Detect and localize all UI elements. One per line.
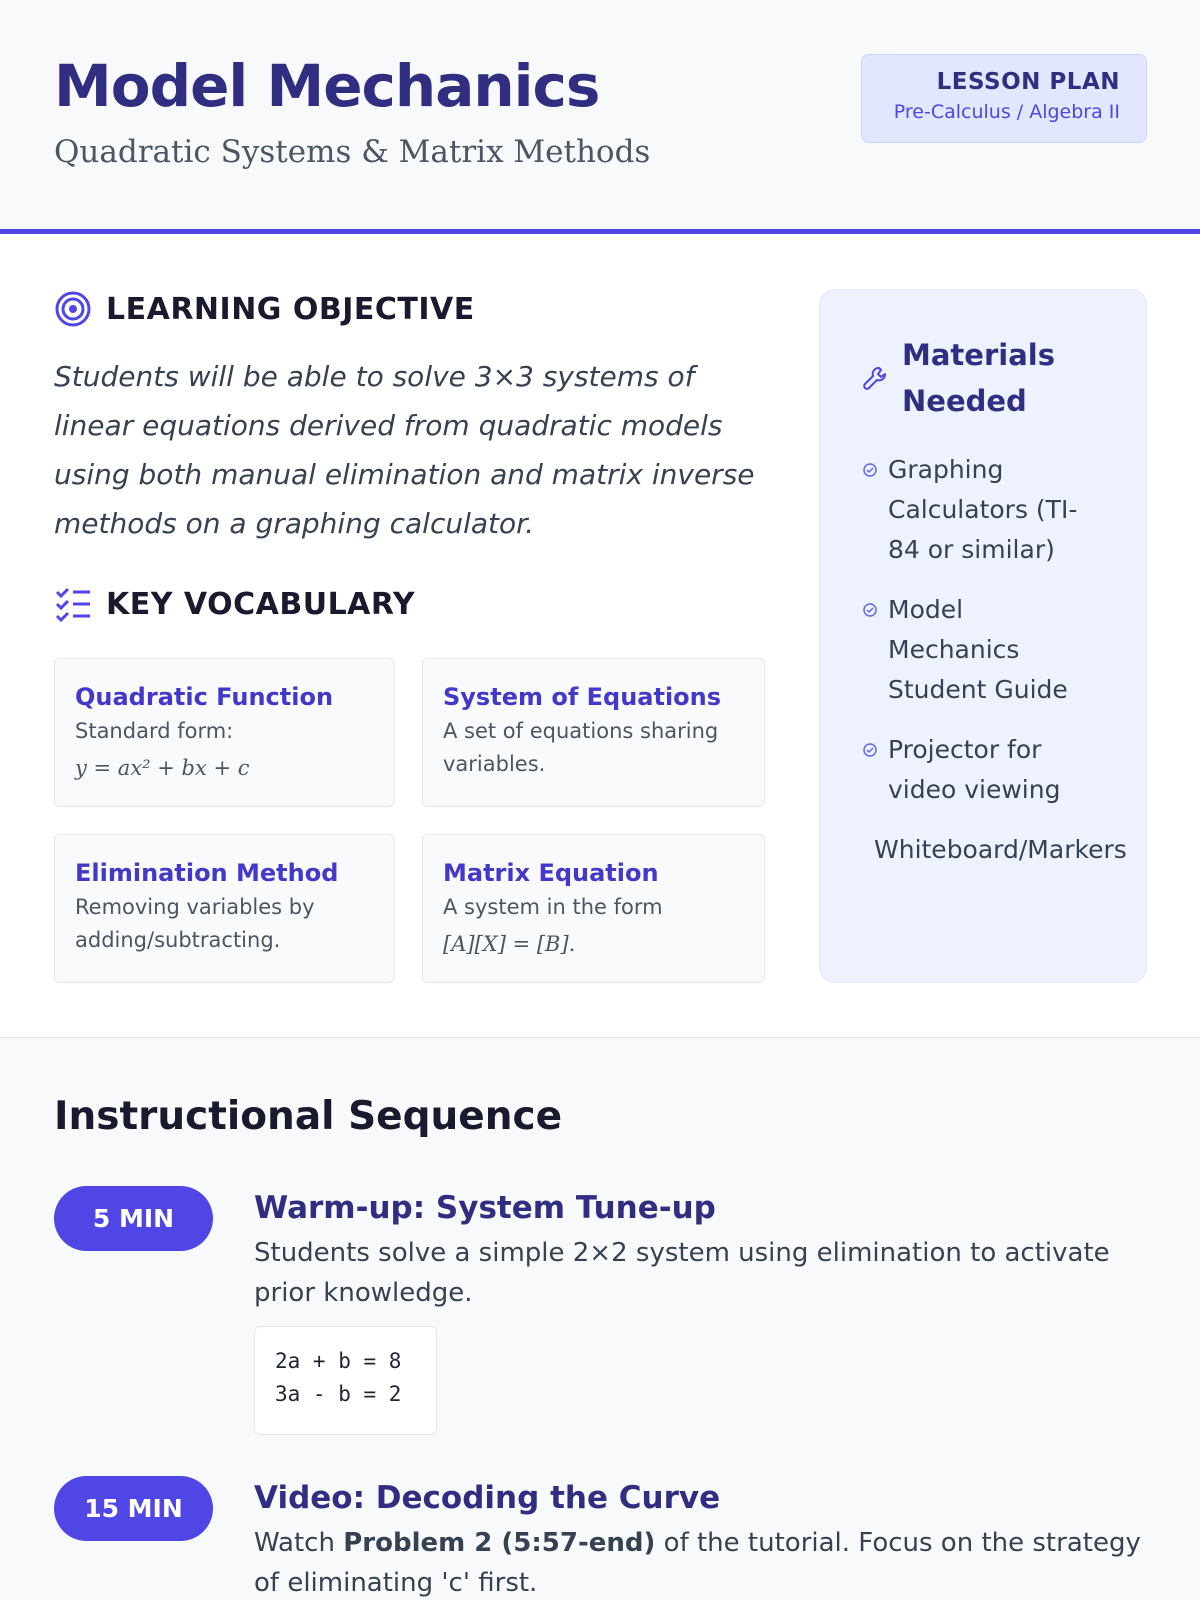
code-line: 3a - b = 2 xyxy=(275,1382,402,1406)
objective-heading-label: LEARNING OBJECTIVE xyxy=(106,291,475,327)
lesson-plan-badge xyxy=(861,54,1147,143)
code-line: 2a + b = 8 xyxy=(275,1349,402,1373)
material-item xyxy=(874,830,1144,870)
step-description: Students solve a simple 2×2 system using elimination to activate prior knowledge. xyxy=(254,1238,1110,1308)
material-item-label: Graphing Calculators (TI-84 or similar) xyxy=(888,455,1078,564)
check-circle-icon xyxy=(862,602,878,618)
badge-course: Pre-Calculus / Algebra II xyxy=(893,101,1120,123)
material-item xyxy=(862,590,1102,710)
badge-label: LESSON PLAN xyxy=(936,69,1120,95)
duration-pill: 15 MIN xyxy=(54,1476,213,1541)
step-description-text: of the tutorial. Focus on the strategy of eliminating 'c' first. xyxy=(254,1528,1141,1598)
vocab-card-quadratic-function xyxy=(54,658,395,807)
page-title: Model Mechanics xyxy=(54,52,600,120)
equation-code-block xyxy=(254,1326,437,1435)
vocab-card-elimination-method xyxy=(54,834,395,983)
vocabulary-heading xyxy=(54,586,415,622)
vocab-term: System of Equations xyxy=(443,683,722,711)
material-item xyxy=(862,730,1102,810)
material-item-label: Model Mechanics Student Guide xyxy=(888,595,1068,704)
vocab-card-system-of-equations xyxy=(422,658,765,807)
objective-text: Students will be able to solve 3×3 systems of linear equations derived from quadratic models using both manual elimination and matrix inverse methods on a graphing calculator. xyxy=(54,360,755,540)
page-subtitle: Quadratic Systems & Matrix Methods xyxy=(54,134,651,170)
vocab-card-matrix-equation xyxy=(422,834,765,983)
vocab-term: Matrix Equation xyxy=(443,859,659,887)
vocab-definition: A system in the form xyxy=(443,895,663,919)
sequence-heading: Instructional Sequence xyxy=(54,1094,563,1139)
vocab-definition: A set of equations sharing variables. xyxy=(443,719,719,776)
step-title: Warm-up: System Tune-up xyxy=(254,1190,716,1226)
material-item-label: Whiteboard/Markers xyxy=(874,835,1127,864)
duration-pill: 5 MIN xyxy=(54,1186,213,1251)
step-description xyxy=(254,1523,1154,1600)
materials-heading-label: Materials Needed xyxy=(902,338,1055,418)
vocab-definition: Standard form: xyxy=(75,719,234,743)
vocabulary-heading-label: KEY VOCABULARY xyxy=(106,586,416,622)
target-icon xyxy=(54,290,92,328)
materials-panel xyxy=(819,289,1147,983)
check-circle-icon xyxy=(862,462,878,478)
materials-heading xyxy=(862,332,1062,424)
check-circle-icon xyxy=(862,742,878,758)
vocab-term: Elimination Method xyxy=(75,859,339,887)
checklist-icon xyxy=(54,586,92,622)
vocab-term: Quadratic Function xyxy=(75,683,334,711)
material-item-label: Projector for video viewing xyxy=(888,735,1061,804)
step-title: Video: Decoding the Curve xyxy=(254,1480,721,1516)
wrench-icon xyxy=(862,365,888,391)
vocab-formula: y = ax² + bx + c xyxy=(75,756,250,780)
material-item xyxy=(862,450,1102,570)
vocab-formula: [A][X] = [B]. xyxy=(443,932,576,956)
video-segment-highlight: Problem 2 (5:57-end) xyxy=(343,1528,656,1558)
step-description-text: Watch xyxy=(254,1528,344,1558)
lesson-header xyxy=(0,0,1200,234)
vocab-definition: Removing variables by adding/subtracting. xyxy=(75,895,315,952)
objective-heading xyxy=(54,290,475,328)
